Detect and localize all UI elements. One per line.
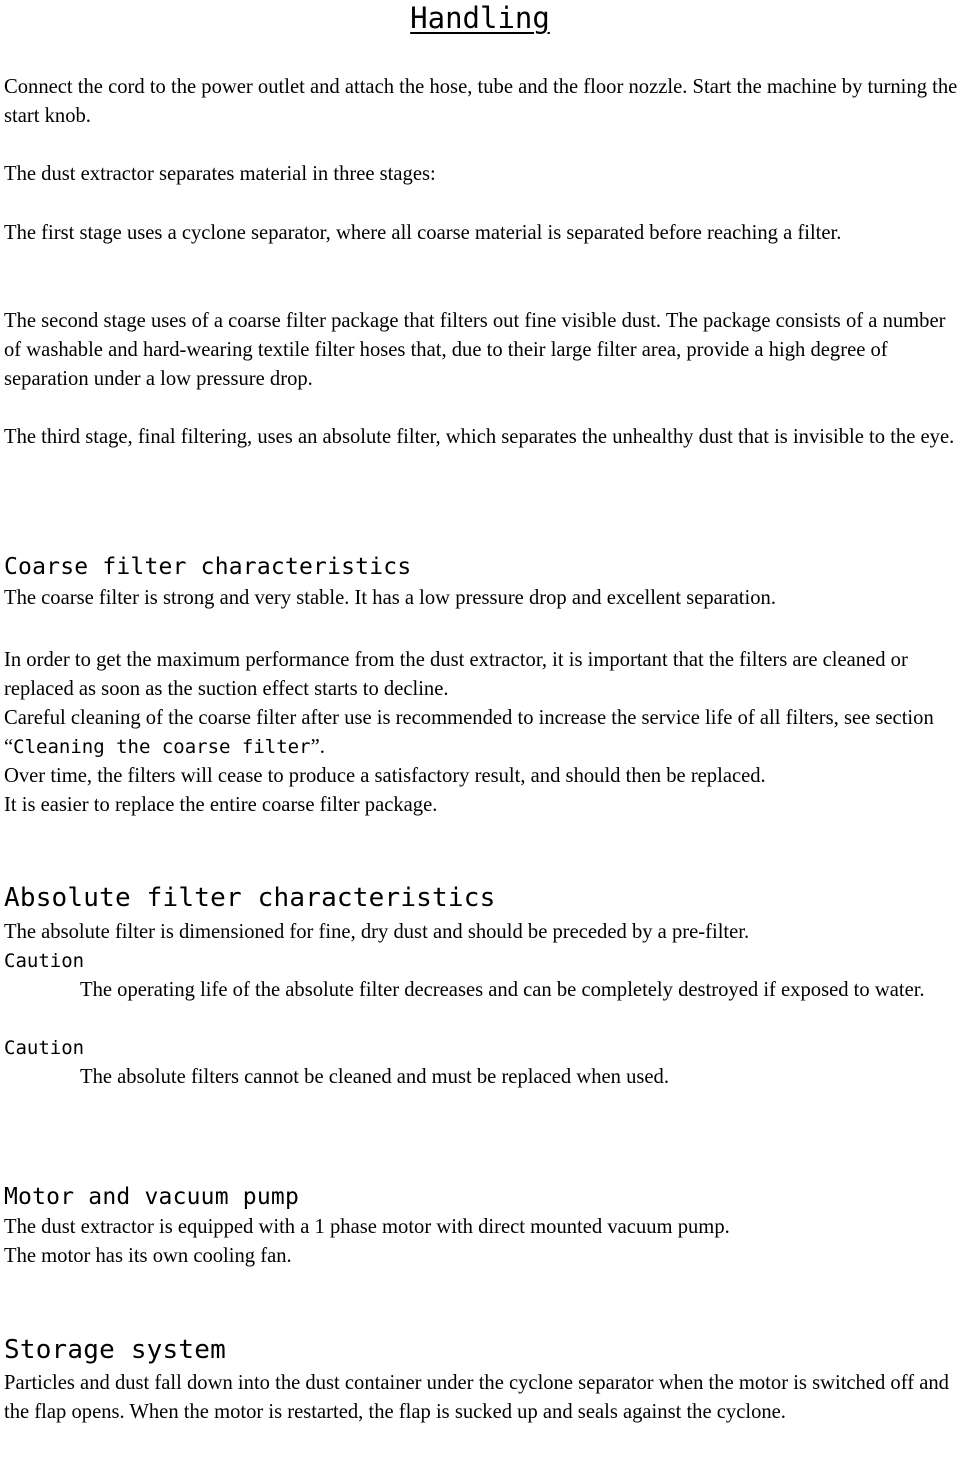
- coarse-paragraph-4: Over time, the filters will cease to produce a satisfactory result, and should then be replaced.: [4, 765, 766, 787]
- coarse-filter-heading: Coarse filter characteristics: [4, 554, 412, 580]
- coarse-paragraph-5: It is easier to replace the entire coarse filter package.: [4, 794, 438, 816]
- caution-text-1: The operating life of the absolute filter decreases and can be completely destroyed if exposed to water.: [80, 979, 925, 1001]
- handling-paragraph-3: The first stage uses a cyclone separator, where all coarse material is separated before reaching a filter.: [4, 222, 842, 244]
- coarse-paragraph-3: [4, 704, 959, 762]
- motor-paragraph-2: The motor has its own cooling fan.: [4, 1245, 292, 1267]
- absolute-paragraph-1: The absolute filter is dimensioned for fine, dry dust and should be preceded by a pre-filter.: [4, 921, 750, 943]
- coarse-paragraph-3-end: ”.: [310, 736, 325, 758]
- absolute-filter-heading: Absolute filter characteristics: [4, 883, 496, 913]
- caution-label-1: Caution: [4, 950, 85, 972]
- section-reference: Cleaning the coarse filter: [13, 736, 311, 758]
- coarse-paragraph-1: The coarse filter is strong and very stable. It has a low pressure drop and excellent separation.: [4, 587, 776, 609]
- caution-text-2: The absolute filters cannot be cleaned and must be replaced when used.: [80, 1066, 669, 1088]
- handling-paragraph-5: The third stage, final filtering, uses an absolute filter, which separates the unhealthy dust that is invisible to the eye.: [4, 426, 955, 448]
- storage-paragraph-1: Particles and dust fall down into the dust container under the cyclone separator when the motor is switched off and the flap opens. When the motor is restarted, the flap is sucked up and seals against the cyclone.: [4, 1372, 949, 1423]
- coarse-paragraph-3-text: Careful cleaning of the coarse filter after use is recommended to increase the service life of all filters, see section “: [4, 707, 934, 758]
- handling-paragraph-4: The second stage uses of a coarse filter package that filters out fine visible dust. The package consists of a number of washable and hard-wearing textile filter hoses that, due to their large filter area, provide a high degree of separation under a low pressure drop.: [4, 310, 946, 390]
- caution-label-2: Caution: [4, 1037, 85, 1059]
- storage-heading: Storage system: [4, 1335, 226, 1365]
- motor-paragraph-1: The dust extractor is equipped with a 1 phase motor with direct mounted vacuum pump.: [4, 1216, 730, 1238]
- handling-paragraph-2: The dust extractor separates material in three stages:: [4, 163, 436, 185]
- coarse-paragraph-2: In order to get the maximum performance from the dust extractor, it is important that the filters are cleaned or replaced as soon as the suction effect starts to decline.: [4, 649, 908, 700]
- page-title: Handling: [410, 1, 550, 35]
- handling-paragraph-1: Connect the cord to the power outlet and attach the hose, tube and the floor nozzle. Start the machine by turning the start knob.: [4, 76, 958, 127]
- motor-heading: Motor and vacuum pump: [4, 1184, 299, 1210]
